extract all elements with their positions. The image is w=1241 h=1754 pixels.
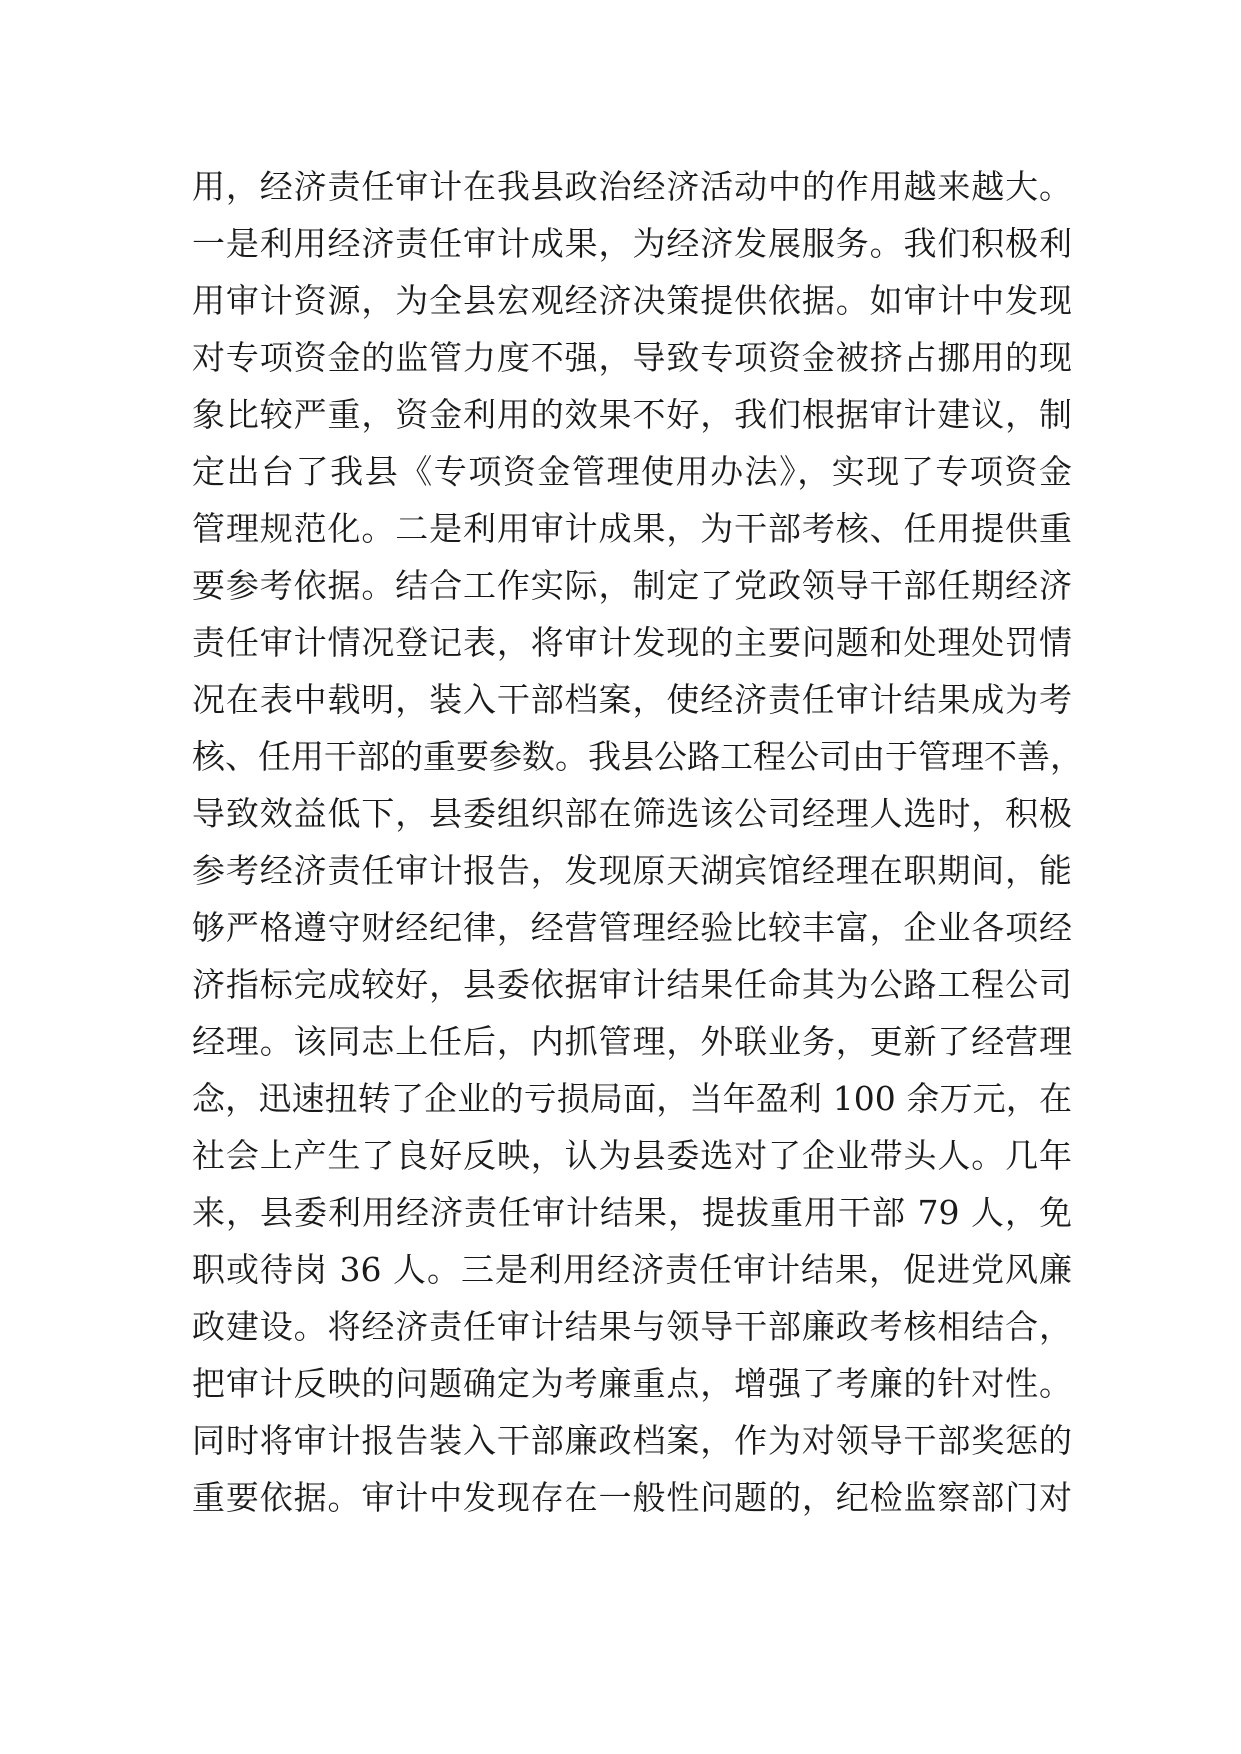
text-line: 念，迅速扭转了企业的亏损局面，当年盈利 100 余万元，在 (192, 1079, 1072, 1118)
text-line: 象比较严重，资金利用的效果不好，我们根据审计建议，制 (192, 395, 1072, 434)
text-line: 定出台了我县《专项资金管理使用办法》，实现了专项资金 (192, 452, 1072, 491)
text-line: 责任审计情况登记表，将审计发现的主要问题和处理处罚情 (192, 623, 1072, 662)
text-line: 况在表中载明，装入干部档案，使经济责任审计结果成为考 (192, 680, 1072, 719)
text-line: 济指标完成较好，县委依据审计结果任命其为公路工程公司 (192, 965, 1072, 1004)
text-line: 经理。该同志上任后，内抓管理，外联业务，更新了经营理 (192, 1022, 1072, 1061)
text-line: 政建设。将经济责任审计结果与领导干部廉政考核相结合， (192, 1307, 1072, 1346)
text-line: 重要依据。审计中发现存在一般性问题的，纪检监察部门对 (192, 1478, 1072, 1517)
text-line: 导致效益低下，县委组织部在筛选该公司经理人选时，积极 (192, 794, 1072, 833)
text-line: 社会上产生了良好反映，认为县委选对了企业带头人。几年 (192, 1136, 1072, 1175)
text-line: 一是利用经济责任审计成果，为经济发展服务。我们积极利 (192, 224, 1072, 263)
text-line: 够严格遵守财经纪律，经营管理经验比较丰富，企业各项经 (192, 908, 1072, 947)
text-line: 对专项资金的监管力度不强，导致专项资金被挤占挪用的现 (192, 338, 1072, 377)
text-line: 要参考依据。结合工作实际，制定了党政领导干部任期经济 (192, 566, 1072, 605)
text-line: 管理规范化。二是利用审计成果，为干部考核、任用提供重 (192, 509, 1072, 548)
text-line: 用，经济责任审计在我县政治经济活动中的作用越来越大。 (192, 167, 1072, 206)
text-line: 同时将审计报告装入干部廉政档案，作为对领导干部奖惩的 (192, 1421, 1072, 1460)
text-line: 来，县委利用经济责任审计结果，提拔重用干部 79 人，免 (192, 1193, 1072, 1232)
text-line: 用审计资源，为全县宏观经济决策提供依据。如审计中发现 (192, 281, 1072, 320)
body-text (192, 158, 1083, 1526)
text-line: 参考经济责任审计报告，发现原天湖宾馆经理在职期间，能 (192, 851, 1072, 890)
text-line: 把审计反映的问题确定为考廉重点，增强了考廉的针对性。 (192, 1364, 1072, 1403)
text-line: 核、任用干部的重要参数。我县公路工程公司由于管理不善， (192, 737, 1083, 776)
text-line: 职或待岗 36 人。三是利用经济责任审计结果，促进党风廉 (192, 1250, 1072, 1289)
